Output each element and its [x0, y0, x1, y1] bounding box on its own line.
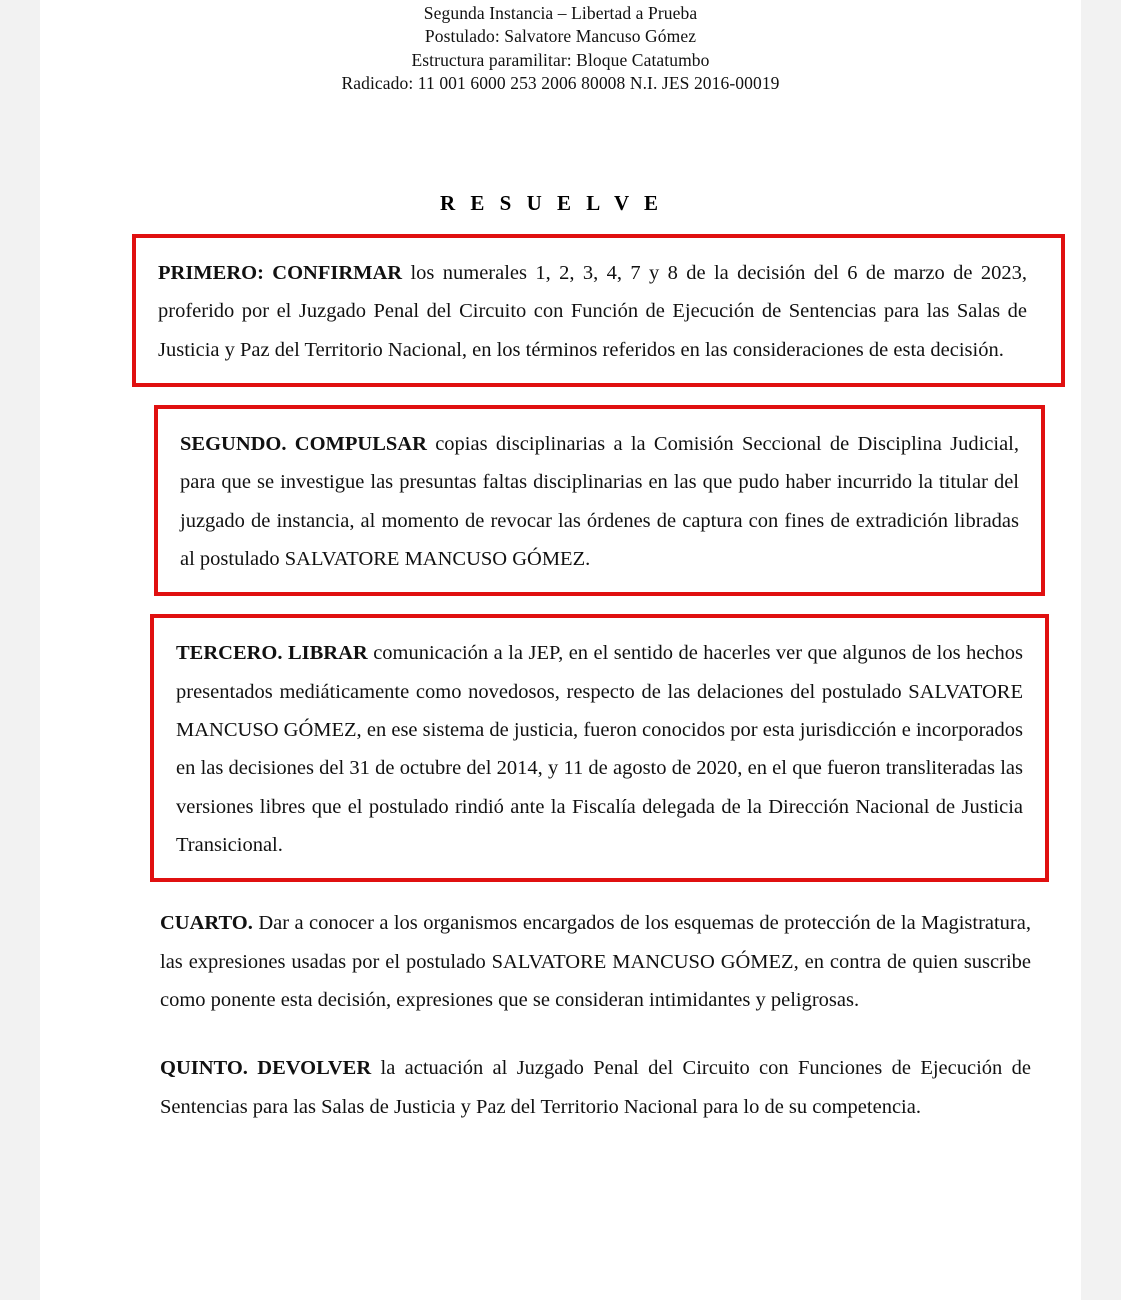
paragraph-text-tercero: comunicación a la JEP, en el sentido de hacerles ver que algunos de los hechos presentados mediáticamente como novedosos, respecto de las delaciones del postulado SALVATORE MANCUSO GÓMEZ, en ese sistema de justicia, fueron conocidos por esta jurisdicción e incorporados en las decisiones del 31 de octubre del 2014, y 11 de agosto de 2020, en el que fueron transliteradas las versiones libres que el postulado rindió ante la Fiscalía delegada de la Dirección Nacional de Justicia Transicional. — [176, 642, 1023, 856]
header-line-estructura: Estructura paramilitar: Bloque Catatumbo — [411, 49, 710, 70]
paragraph-lead-cuarto: CUARTO. — [160, 912, 253, 935]
page-bottom-spacer — [160, 1126, 1053, 1136]
paragraph-lead-segundo: SEGUNDO. COMPULSAR — [180, 433, 427, 456]
resolution-item-segundo — [154, 405, 1045, 596]
document-body — [40, 191, 1081, 1136]
header-line-instance: Segunda Instancia – Libertad a Prueba — [423, 3, 698, 23]
paragraph-segundo — [180, 425, 1019, 578]
paragraph-tercero — [176, 634, 1023, 864]
header-line-postulado: Postulado: Salvatore Mancuso Gómez — [424, 26, 697, 47]
paragraph-primero — [158, 254, 1027, 369]
paragraph-text-cuarto: Dar a conocer a los organismos encargados de los esquemas de protección de la Magistratura, las expresiones usadas por el postulado SALVATORE MANCUSO GÓMEZ, en contra de quien suscribe como ponente esta decisión, expresiones que se consideran intimidantes y peligrosas. — [160, 912, 1031, 1011]
paragraph-lead-quinto: QUINTO. DEVOLVER — [160, 1057, 372, 1080]
document-page — [40, 0, 1081, 1300]
resolution-item-tercero — [150, 614, 1049, 882]
paragraph-quinto — [160, 1049, 1031, 1126]
resolution-item-cuarto — [160, 904, 1053, 1019]
paragraph-lead-tercero: TERCERO. LIBRAR — [176, 642, 368, 665]
document-header — [40, 0, 1081, 95]
resolution-item-primero — [132, 234, 1065, 387]
resolution-item-quinto — [160, 1049, 1053, 1126]
paragraph-lead-primero: PRIMERO: CONFIRMAR — [158, 262, 403, 285]
paragraph-cuarto — [160, 904, 1031, 1019]
paragraph-text-primero: los numerales 1, 2, 3, 4, 7 y 8 de la decisión del 6 de marzo de 2023, proferido por el Juzgado Penal del Circuito con Función de Ejecución de Sentencias para las Salas de Justicia y Paz del Territorio Nacional, en los términos referidos en las consideraciones de esta decisión. — [158, 262, 1027, 361]
paragraph-text-segundo: copias disciplinarias a la Comisión Seccional de Disciplina Judicial, para que se investigue las presuntas faltas disciplinarias en las que pudo haber incurrido la titular del juzgado de instancia, al momento de revocar las órdenes de captura con fines de extradición libradas al postulado SALVATORE MANCUSO GÓMEZ. — [180, 433, 1019, 571]
paragraph-text-quinto: la actuación al Juzgado Penal del Circuito con Funciones de Ejecución de Sentencias para las Salas de Justicia y Paz del Territorio Nacional para lo de su competencia. — [160, 1057, 1032, 1118]
header-line-radicado: Radicado: 11 001 6000 253 2006 80008 N.I. JES 2016-00019 — [341, 72, 780, 93]
section-title-resuelve: R E S U E L V E — [439, 191, 664, 216]
